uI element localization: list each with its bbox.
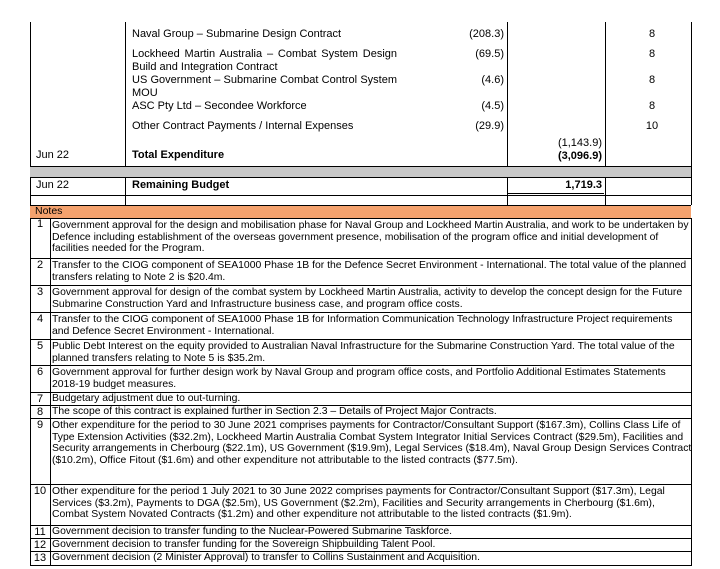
note-text: Government approval for design of the combat system by Lockheed Martin Australia, activity to develop the concept design for the Future Submarine Construction Yard and Infrastructure business case, and program office costs.	[52, 287, 683, 310]
expenditure-note-ref: 8	[648, 48, 656, 60]
expenditure-amount: (4.6)	[481, 74, 504, 86]
expenditure-note-ref: 10	[645, 120, 659, 132]
notes-header-label: Notes	[35, 205, 63, 217]
note-text: Government approval for further design work by Naval Group and program office costs, and Portfolio Additional Estimates Statements 2018-19 budget measures.	[52, 367, 666, 390]
note-text: Public Debt Interest on the equity provided to Australian Naval Infrastructure for the Submarine Construction Yard. The total value of the planned transfers relating to Note 5 is $35.2m.	[52, 341, 675, 364]
expenditure-description: US Government – Submarine Combat Control System MOU	[132, 74, 397, 99]
note-text: Budgetary adjustment due to out-turning.	[52, 393, 241, 404]
note-text: Government decision to transfer funding for the Sovereign Shipbuilding Talent Pool.	[52, 539, 436, 550]
expenditure-description: Naval Group – Submarine Design Contract	[132, 28, 342, 40]
expenditure-amount: (208.3)	[469, 28, 504, 40]
remaining-date: Jun 22	[36, 179, 70, 191]
note-number: 13	[33, 552, 47, 564]
total-amount-1: (1,143.9)	[557, 137, 602, 149]
note-number: 2	[36, 259, 44, 271]
remaining-amount: 1,719.3	[565, 179, 602, 191]
total-label: Total Expenditure	[132, 149, 225, 161]
note-text: Transfer to the CIOG component of SEA1000 Phase 1B for the Defence Secret Environment - International. The total value of the planned transfers relating to Note 2 is $20.4m.	[52, 260, 687, 283]
remaining-label: Remaining Budget	[132, 179, 230, 191]
note-number: 5	[36, 340, 44, 352]
note-number: 8	[36, 406, 44, 418]
note-text: The scope of this contract is explained further in Section 2.3 – Details of Project Major Contracts.	[52, 406, 497, 417]
note-text: Government decision (2 Minister Approval) to transfer to Collins Sustainment and Acquisition.	[52, 552, 480, 563]
expenditure-amount: (29.9)	[475, 120, 504, 132]
expenditure-description: Other Contract Payments / Internal Expenses	[132, 120, 354, 132]
expenditure-amount: (69.5)	[475, 48, 504, 60]
note-number: 3	[36, 286, 44, 298]
notes-header	[30, 205, 691, 219]
note-number: 12	[33, 539, 47, 551]
expenditure-description: Lockheed Martin Australia – Combat System Design Build and Integration Contract	[132, 48, 397, 73]
note-text: Transfer to the CIOG component of SEA1000 Phase 1B for Information Communication Technology Infrastructure Project requirements and Defence Secret Environment - International.	[52, 314, 673, 337]
total-amount-2: (3,096.9)	[557, 150, 602, 162]
note-text: Government approval for the design and mobilisation phase for Naval Group and Lockheed Martin Australia, and work to be undertaken by Defence including establishment of the overseas government presence, mobilisation of the program office and initial development of facilities needed for the Program.	[52, 220, 689, 255]
note-number: 6	[36, 366, 44, 378]
expenditure-description: ASC Pty Ltd – Secondee Workforce	[132, 100, 307, 112]
expenditure-note-ref: 8	[648, 100, 656, 112]
note-number: 4	[36, 313, 44, 325]
expenditure-amount: (4.5)	[481, 100, 504, 112]
note-text: Other expenditure for the period to 30 June 2021 comprises payments for Contractor/Consultant Support ($167.3m), Collins Class Life of Type Extension Activities ($32.2m), Lockheed Martin Australia Combat System Integrator Initial Services Contract ($29.5m), Facilities and Security arrangements in Cherbourg ($22.1m), US Government ($19.9m), Legal Services ($18.4m), Naval Group Design Services Contract ($10.2m), Office Fitout ($1.6m) and other expenditure not attributable to the listed contracts ($77.5m).	[52, 420, 692, 466]
note-number: 1	[36, 218, 44, 230]
note-text: Government decision to transfer funding to the Nuclear-Powered Submarine Taskforce.	[52, 526, 453, 537]
expenditure-note-ref: 8	[648, 74, 656, 86]
total-date: Jun 22	[36, 149, 70, 161]
note-number: 7	[36, 393, 44, 405]
expenditure-note-ref: 8	[648, 28, 656, 40]
note-number: 9	[36, 419, 44, 431]
note-text: Other expenditure for the period 1 July 2021 to 30 June 2022 comprises payments for Contractor/Consultant Support ($17.3m), Legal Services ($3.2m), Payments to DGA ($2.5m), US Government ($2.2m), Facilities and Security arrangements in Cherbourg ($1.6m), Combat System Novated Contracts ($1.2m) and other expenditure not attributable to the listed contracts ($1.9m).	[52, 486, 665, 521]
note-number: 11	[34, 526, 46, 538]
note-number: 10	[33, 485, 47, 497]
